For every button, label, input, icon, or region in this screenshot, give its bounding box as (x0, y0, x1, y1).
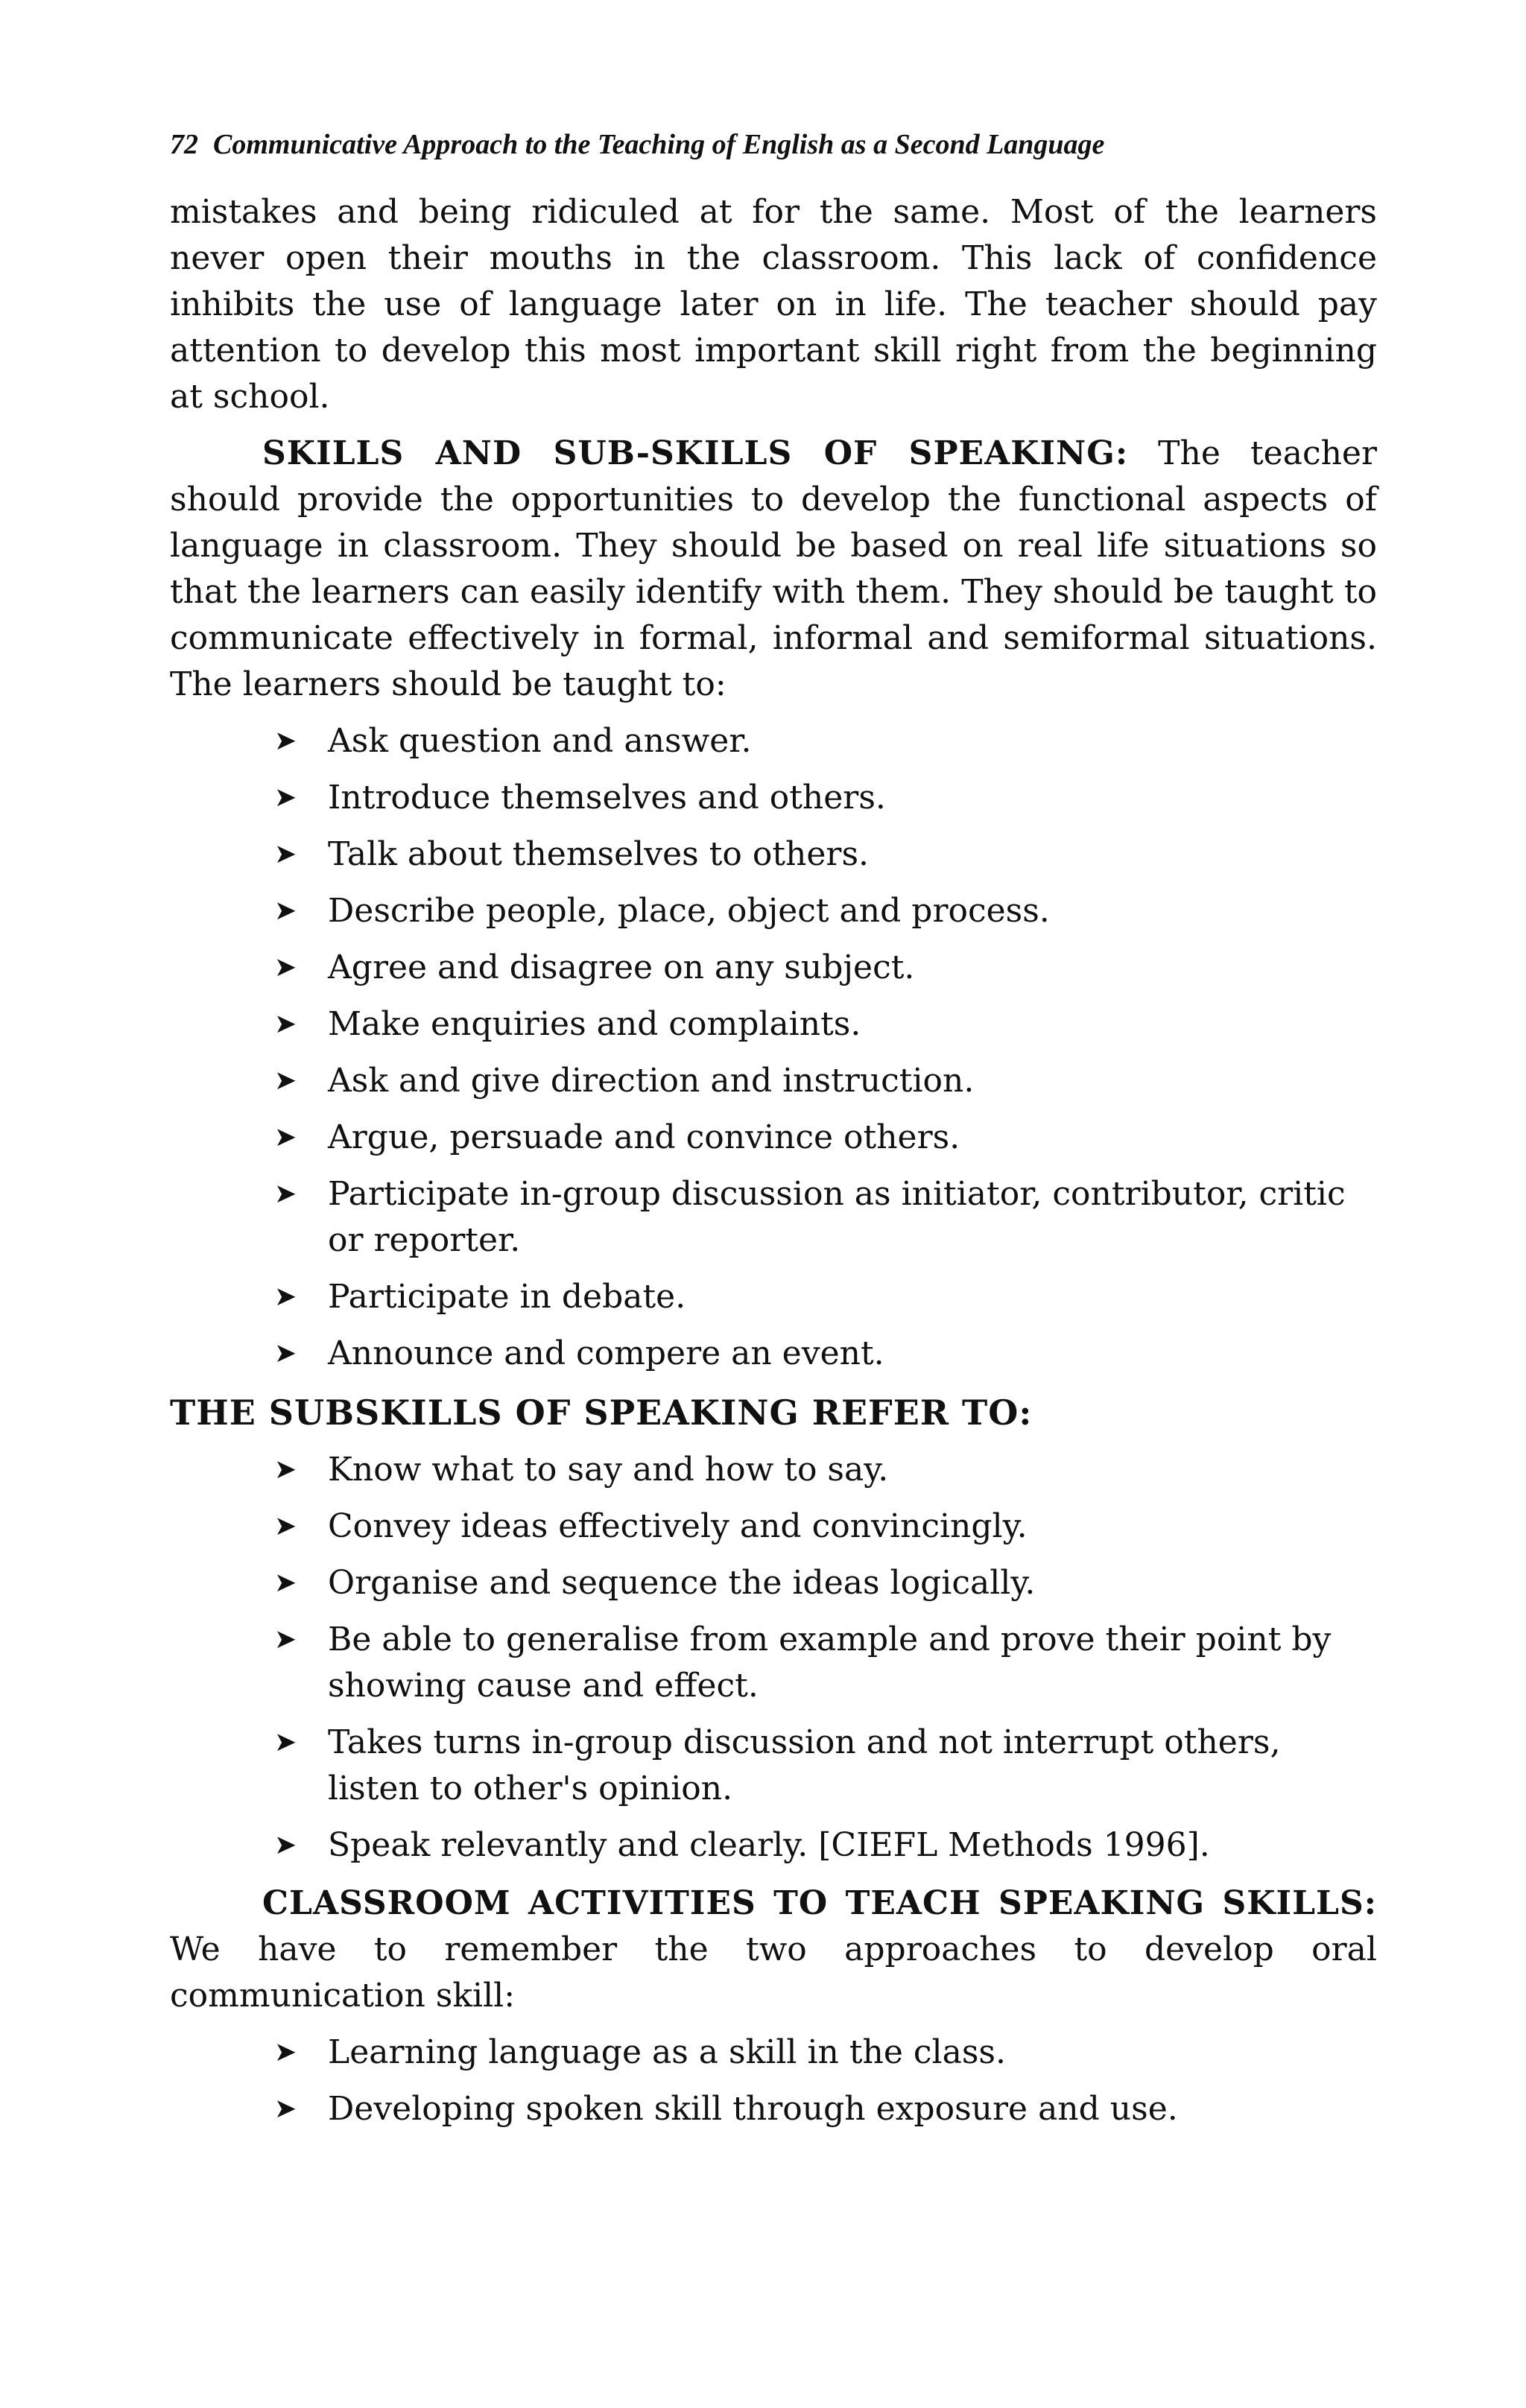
list-item (274, 1001, 1377, 1048)
list-item-text: Participate in-group discussion as initiator, contributor, critic or reporter. (328, 1175, 1346, 1259)
list-item-text: Participate in debate. (328, 1278, 686, 1316)
arrowhead-bullet-icon: ➤ (274, 1727, 297, 1758)
book-page (170, 127, 1377, 2144)
arrowhead-bullet-icon: ➤ (274, 2037, 297, 2068)
arrowhead-bullet-icon: ➤ (274, 1009, 297, 1039)
list-item (274, 1274, 1377, 1320)
list-item-text: Takes turns in-group discussion and not interrupt others, listen to other's opinion. (328, 1723, 1281, 1807)
arrowhead-bullet-icon: ➤ (274, 782, 297, 813)
skills-list (170, 718, 1377, 1377)
list-item (274, 1171, 1377, 1264)
arrowhead-bullet-icon: ➤ (274, 952, 297, 983)
list-item (274, 945, 1377, 991)
arrowhead-bullet-icon: ➤ (274, 1511, 297, 1542)
list-item (274, 1822, 1377, 1869)
list-item (274, 1504, 1377, 1550)
paragraph-classroom-activities (170, 1881, 1377, 2019)
list-item-text: Learning language as a skill in the class. (328, 2033, 1006, 2071)
arrowhead-bullet-icon: ➤ (274, 1830, 297, 1860)
arrowhead-bullet-icon: ➤ (274, 1065, 297, 1096)
list-item-text: Make enquiries and complaints. (328, 1005, 861, 1043)
list-item-text: Organise and sequence the ideas logically. (328, 1564, 1036, 1602)
list-item-text: Ask question and answer. (328, 722, 752, 760)
list-item (274, 1331, 1377, 1377)
list-item-text: Be able to generalise from example and prove their point by showing cause and effect. (328, 1620, 1332, 1705)
arrowhead-bullet-icon: ➤ (274, 1281, 297, 1312)
subskills-list (170, 1447, 1377, 1869)
arrowhead-bullet-icon: ➤ (274, 1179, 297, 1209)
list-item (274, 718, 1377, 764)
book-title: Communicative Approach to the Teaching of English as a Second Language (213, 129, 1105, 160)
list-item (274, 2030, 1377, 2076)
heading-skills-and-subskills: SKILLS AND SUB-SKILLS OF SPEAKING: (262, 434, 1129, 472)
arrowhead-bullet-icon: ➤ (274, 1568, 297, 1598)
paragraph-classroom-text: We have to remember the two approaches to develop oral communication skill: (170, 1930, 1377, 2015)
running-header (170, 127, 1377, 162)
list-item-text: Agree and disagree on any subject. (328, 948, 915, 986)
paragraph-skills-text: The teacher should provide the opportunities to develop the functional aspects of language in classroom. They should be based on real life situations so that the learners can easily identify with them. They should be taught to communicate effectively in formal, informal and semiformal situations. The learners should be taught to: (170, 434, 1378, 703)
list-item-text: Talk about themselves to others. (328, 835, 870, 873)
list-item (274, 775, 1377, 821)
arrowhead-bullet-icon: ➤ (274, 896, 297, 926)
list-item (274, 888, 1377, 934)
list-item (274, 1058, 1377, 1104)
paragraph-continuation: mistakes and being ridiculed at for the same. Most of the learners never open their mouths in the classroom. This lack of confidence inhibits the use of language later on in life. The teacher should pay attention to develop this most important skill right from the beginning at school. (170, 193, 1377, 416)
list-item-text: Developing spoken skill through exposure and use. (328, 2090, 1178, 2128)
list-item (274, 1720, 1377, 1812)
paragraph-skills-intro (170, 431, 1377, 708)
arrowhead-bullet-icon: ➤ (274, 726, 297, 756)
page-number: 72 (170, 129, 198, 160)
list-item (274, 1617, 1377, 1709)
arrowhead-bullet-icon: ➤ (274, 1624, 297, 1655)
list-item-text: Announce and compere an event. (328, 1334, 884, 1372)
list-item (274, 1115, 1377, 1161)
list-item (274, 831, 1377, 878)
approaches-list (170, 2030, 1377, 2132)
arrowhead-bullet-icon: ➤ (274, 839, 297, 869)
list-item-text: Ask and give direction and instruction. (328, 1062, 975, 1100)
arrowhead-bullet-icon: ➤ (274, 1122, 297, 1153)
list-item (274, 2086, 1377, 2132)
heading-classroom-activities: CLASSROOM ACTIVITIES TO TEACH SPEAKING SKILLS: (262, 1884, 1377, 1922)
heading-subskills: THE SUBSKILLS OF SPEAKING REFER TO: (170, 1392, 1033, 1433)
list-item-text: Describe people, place, object and process. (328, 892, 1050, 930)
list-item (274, 1447, 1377, 1493)
list-item-text: Introduce themselves and others. (328, 779, 886, 817)
list-item-text: Know what to say and how to say. (328, 1451, 889, 1489)
arrowhead-bullet-icon: ➤ (274, 2094, 297, 2124)
list-item-text: Convey ideas effectively and convincingly. (328, 1507, 1028, 1545)
list-item (274, 1560, 1377, 1606)
arrowhead-bullet-icon: ➤ (274, 1338, 297, 1369)
arrowhead-bullet-icon: ➤ (274, 1454, 297, 1485)
list-item-text: Argue, persuade and convince others. (328, 1118, 960, 1156)
list-item-text: Speak relevantly and clearly. [CIEFL Methods 1996]. (328, 1826, 1210, 1864)
